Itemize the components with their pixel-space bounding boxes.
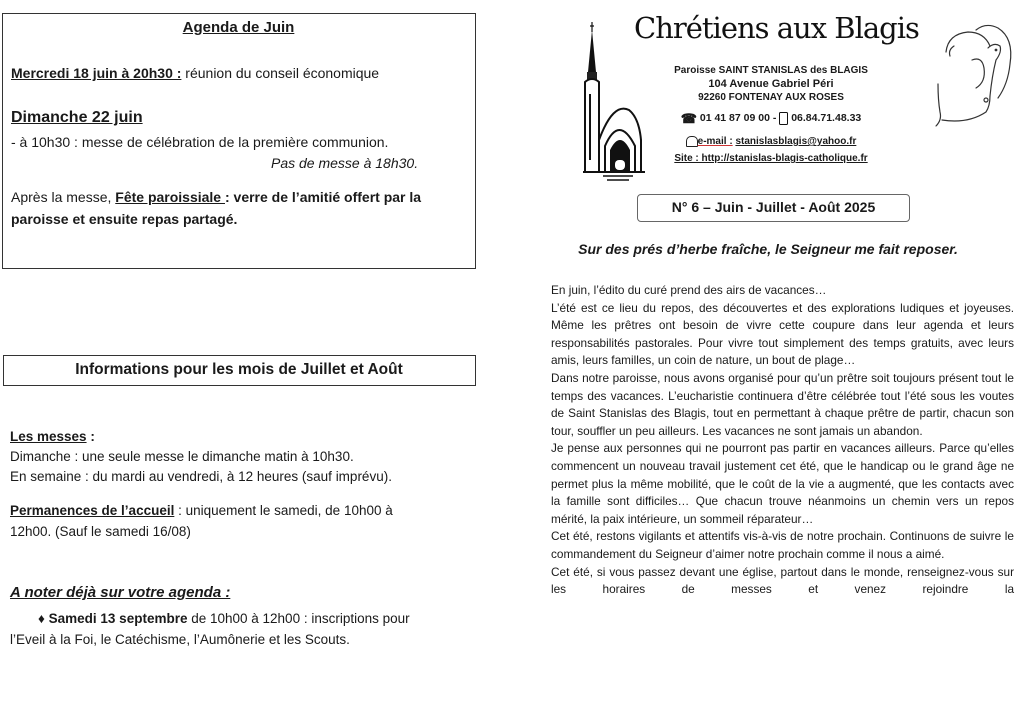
parish-email [640, 135, 902, 148]
perm-desc: : uniquement le samedi, de 10h00 à [174, 503, 393, 518]
agenda-title: Agenda de Juin [182, 19, 295, 36]
parish-phones [640, 110, 902, 126]
editorial-paragraph: En juin, l’édito du curé prend des airs de vacances… [551, 283, 827, 297]
editorial-body [551, 282, 1014, 599]
messes-heading-label: Les messes [10, 429, 87, 444]
praying-figure-dove-drawing [928, 16, 1018, 128]
note-desc: de 10h00 à 12h00 : inscriptions pour [187, 611, 410, 626]
parish-name: Paroisse SAINT STANISLAS des BLAGIS [674, 65, 868, 76]
sunday-mass: - à 10h30 : messe de célébration de la première communion. [11, 134, 389, 150]
editorial-paragraph: Je pense aux personnes qui ne pourront pas partir en vacances ailleurs. Parce qu’elles commencent un nouveau travail justement cet été, que le handicap ou le grand âge ne permet plus la même mobilité, que le coût de la vie a augmenté, que les contacts avec la famille sont difficiles… Que chacun trouve néanmoins un chemin vers un repos mérité, la paix intérieure, un sommeil réparateur… [551, 441, 1014, 526]
note-heading: A noter déjà sur votre agenda : [10, 584, 231, 601]
editorial-paragraph: Cet été, si vous passez devant une église, partout dans le monde, renseignez-vous sur les horaires de messes et venez rejoindre la [551, 564, 1014, 597]
note-item [38, 610, 410, 627]
permanences [10, 502, 393, 519]
parish-city: 92260 FONTENAY AUX ROSES [698, 92, 844, 103]
editorial-paragraph: Cet été, restons vigilants et attentifs vis-à-vis de notre prochain. Continuons de suivre le commandement du Seigneur d’aimer notre prochain comme il nous a aimé. [551, 529, 1014, 561]
messes-heading [10, 428, 95, 445]
agenda-meeting [11, 64, 379, 82]
no-mass-note: Pas de messe à 18h30. [271, 155, 419, 171]
perm-label: Permanences de l’accueil [10, 503, 175, 518]
email-link[interactable]: stanislasblagis@yahoo.fr [735, 136, 857, 147]
diamond-bullet-icon: ♦ [38, 611, 45, 626]
mobile-phone-icon [779, 112, 788, 125]
issue-box [637, 194, 910, 222]
messes-week: En semaine : du mardi au vendredi, à 12 heures (sauf imprévu). [10, 469, 392, 484]
issue-number: N° 6 – Juin - Juillet - Août 2025 [671, 199, 876, 215]
sunday-heading: Dimanche 22 juin [11, 109, 143, 126]
after-mass-prefix: Après la messe, [11, 189, 116, 205]
note-date: Samedi 13 septembre [44, 611, 188, 626]
mobile-number: 06.84.71.48.33 [791, 112, 862, 124]
phone-number: 01 41 87 09 00 - [699, 112, 780, 124]
parish-street: 104 Avenue Gabriel Péri [708, 78, 834, 90]
masthead-title: Chrétiens aux Blagis [634, 11, 919, 45]
fete-paroissiale [11, 186, 469, 230]
email-label: e-mail : [697, 136, 733, 147]
mail-icon [686, 136, 698, 147]
editorial-paragraph: L’été est ce lieu du repos, des découvertes et des explorations ludiques et joyeuses. Même les prêtres ont besoin de vivre cette coupure dans leur agenda et leurs responsabilités pastorales. Pour vivre tout simplement des temps gratuits, avec leurs amis, leurs familles, un coin de nature, un bout de plage… [551, 300, 1014, 368]
messes-sunday: Dimanche : une seule messe le dimanche matin à 10h30. [10, 449, 354, 464]
agenda-box [2, 13, 476, 269]
messes-heading-colon: : [86, 429, 95, 444]
editorial-title: Sur des prés d’herbe fraîche, le Seigneur me fait reposer. [578, 241, 958, 257]
fete-label: Fête paroissiale [115, 189, 225, 205]
website-link[interactable]: Site : http://stanislas-blagis-catholique.fr [674, 153, 868, 164]
editorial-paragraph: Dans notre paroisse, nous avons organisé pour qu’un prêtre soit toujours présent tout le temps des vacances. L’eucharistie continuera d’être célébrée tout l’été sous les voutes de Saint Stanislas des Blagis, tout en permettant à chaque prêtre de partir, chacun son tour, souffler un peu ailleurs. Les vacances ne sont jamais un abandon. [551, 370, 1014, 438]
info-box [3, 355, 476, 386]
fete-desc: : verre de l’amitié offert par la paroisse et ensuite repas partagé. [11, 189, 422, 227]
telephone-icon: ☎ [680, 110, 697, 126]
info-title: Informations pour les mois de Juillet et Août [75, 361, 403, 378]
meeting-desc: réunion du conseil économique [181, 65, 380, 81]
perm-desc-2: 12h00. (Sauf le samedi 16/08) [10, 524, 191, 539]
note-desc-2: l’Eveil à la Foi, le Catéchisme, l’Aumônerie et les Scouts. [10, 632, 350, 647]
meeting-date: Mercredi 18 juin à 20h30 : [11, 65, 182, 81]
